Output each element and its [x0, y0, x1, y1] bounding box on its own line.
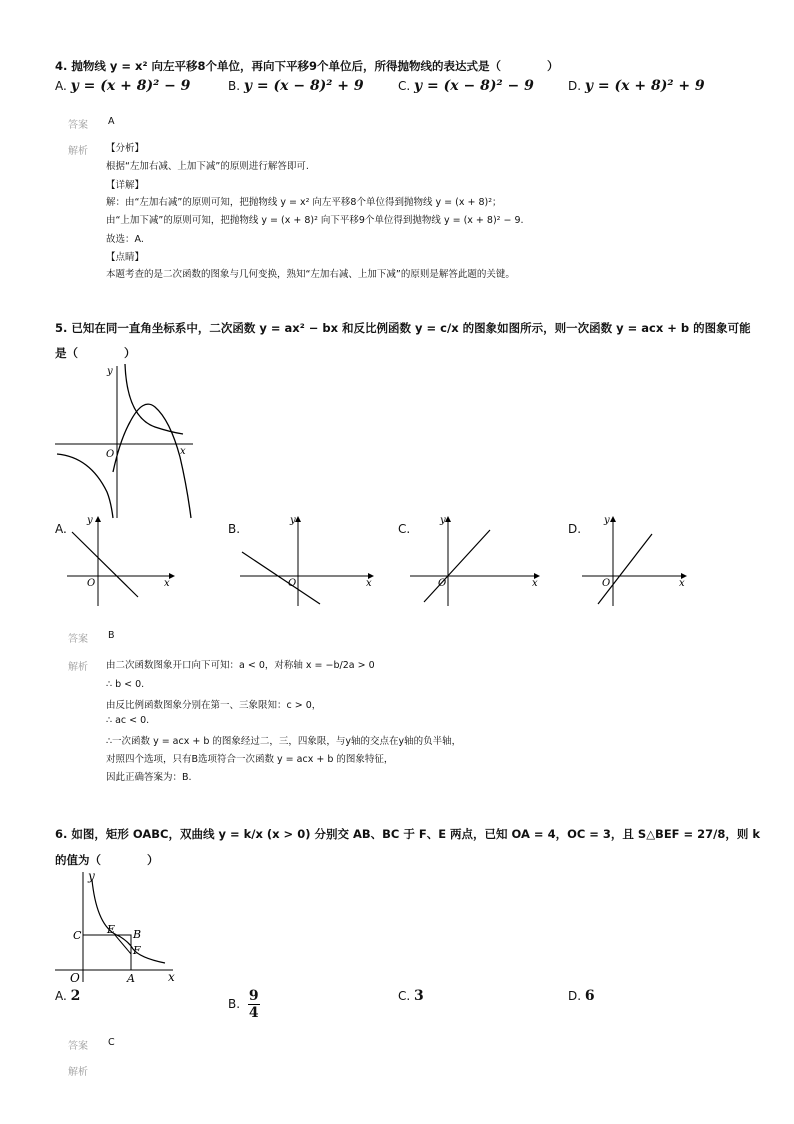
q5-stem-text: 已知在同一直角坐标系中，二次函数 y = ax² − bx 和反比例函数 y = c/x 的图象如图所示，则一次函数 y = acx + b 的图象可能 — [71, 321, 751, 335]
q6-stem-line2: 的值为（ ） — [55, 853, 159, 867]
q5-option-c-graph[interactable] — [408, 512, 548, 608]
axis-label-y: y — [107, 366, 113, 377]
q6-option-b[interactable] — [228, 988, 260, 1021]
label-f: F — [133, 944, 141, 957]
q4-option-d[interactable] — [568, 78, 705, 94]
q5-answer-value: B — [108, 630, 115, 641]
q5-analysis-line: ∴ ac < 0. — [106, 715, 150, 726]
q5-option-a-letter: A. — [55, 522, 67, 536]
option-value: 3 — [414, 988, 424, 1004]
axis-label-x: x — [366, 578, 372, 589]
q6-stem-text: 如图，矩形 OABC，双曲线 y = k/x (x > 0) 分别交 AB、BC 于 F、E 两点，已知 OA = 4，OC = 3，且 S△BEF = 27/8，则 k — [71, 827, 761, 841]
label-b: B — [133, 928, 142, 941]
q6-answer-value: C — [108, 1037, 115, 1048]
q4-option-a[interactable] — [55, 78, 190, 94]
q6-stem-line1 — [55, 826, 760, 842]
q5-analysis-line: 由反比例函数图象分别在第一、三象限知：c > 0， — [106, 700, 322, 711]
rectangle-oabc — [83, 935, 131, 970]
q4-option-b[interactable] — [228, 78, 364, 94]
fraction-numerator: 9 — [248, 988, 259, 1004]
q5-number: 5. — [55, 321, 68, 335]
option-expr: y = (x − 8)² + 9 — [243, 78, 364, 94]
label-a: A — [127, 972, 135, 985]
q5-analysis-line: ∴ b < 0. — [106, 679, 145, 690]
origin-label: O — [106, 449, 115, 460]
label-o: O — [70, 971, 80, 985]
label-c: C — [73, 929, 82, 942]
label-e: E — [107, 923, 116, 936]
parabola-curve — [113, 404, 191, 518]
q4-analysis-line: 【分析】 — [106, 143, 145, 154]
q6-number: 6. — [55, 827, 68, 841]
option-letter: D. — [568, 989, 582, 1003]
q5-option-c-letter: C. — [398, 522, 411, 536]
label-y: y — [88, 869, 95, 883]
q5-analysis-line: 对照四个选项，只有B选项符合一次函数 y = acx + b 的图象特征， — [106, 754, 394, 765]
origin-label: O — [438, 578, 447, 589]
option-value: 2 — [70, 988, 81, 1004]
q5-stem-line1 — [55, 320, 751, 336]
segment-ef — [115, 935, 131, 954]
q4-analysis-line: 根据“左加右减、上加下减”的原则进行解答即可. — [106, 161, 309, 172]
fraction — [248, 988, 260, 1021]
axis-label-y: y — [440, 515, 446, 526]
axis-label-x: x — [532, 578, 538, 589]
axis-label-y: y — [87, 515, 93, 526]
option-expr: y = (x + 8)² + 9 — [584, 78, 705, 94]
q5-option-b-letter: B. — [228, 522, 241, 536]
option-letter: A. — [55, 79, 67, 93]
option-expr: y = (x − 8)² − 9 — [414, 78, 534, 94]
q4-stem-text-b: y = x² 向左平移8个单位，再向下平移9个单位后，所得抛物线的表达式是（ ） — [109, 59, 559, 73]
q4-answer-label: 答案 — [68, 120, 88, 131]
option-letter: B. — [228, 997, 241, 1011]
q4-analysis-line: 【详解】 — [106, 180, 145, 191]
q4-analysis-label: 解析 — [68, 146, 88, 157]
q6-figure — [55, 866, 185, 986]
origin-label: O — [288, 578, 297, 589]
line-graph — [72, 532, 138, 597]
q5-figure — [55, 362, 200, 520]
q6-answer-label: 答案 — [68, 1041, 88, 1052]
q4-answer-value: A — [108, 116, 115, 127]
option-letter: C. — [398, 79, 411, 93]
fraction-denominator: 4 — [248, 1005, 259, 1021]
y-axis-arrow — [95, 516, 101, 522]
q5-option-d-letter: D. — [568, 522, 582, 536]
q5-analysis-line: ∴一次函数 y = acx + b 的图象经过二，三，四象限，与y轴的交点在y轴的负半轴， — [106, 736, 462, 747]
q4-analysis-line: 故选：A. — [106, 234, 144, 245]
q5-answer-label: 答案 — [68, 634, 88, 645]
y-axis-arrow — [295, 516, 301, 522]
origin-label: O — [602, 578, 611, 589]
line-graph — [242, 552, 320, 604]
y-axis-arrow — [610, 516, 616, 522]
q4-stem-text-a: 抛物线 — [71, 59, 106, 73]
y-axis-arrow — [445, 516, 451, 522]
origin-label: O — [87, 578, 96, 589]
hyperbola-branch-q3 — [57, 454, 113, 518]
label-x: x — [168, 970, 175, 984]
option-letter: D. — [568, 79, 582, 93]
q6-option-c[interactable] — [398, 988, 424, 1004]
q4-analysis-line: 【点睛】 — [106, 252, 145, 263]
q5-option-b-graph[interactable] — [238, 512, 378, 608]
axis-label-y: y — [604, 515, 610, 526]
q5-option-d-graph[interactable] — [580, 512, 695, 608]
q5-analysis-line: 由二次函数图象开口向下可知：a < 0，对称轴 x = −b/2a > 0 — [106, 660, 375, 671]
option-letter: C. — [398, 989, 411, 1003]
option-letter: B. — [228, 79, 241, 93]
q5-analysis-label: 解析 — [68, 662, 88, 673]
q4-number: 4. — [55, 59, 68, 73]
q5-stem-line2: 是（ ） — [55, 346, 136, 360]
line-graph — [598, 534, 652, 604]
line-graph — [424, 530, 490, 602]
option-letter: A. — [55, 989, 67, 1003]
q4-stem — [55, 58, 559, 74]
q4-analysis-line: 解：由“左加右减”的原则可知，把抛物线 y = x² 向左平移8个单位得到抛物线 y = (x + 8)²； — [106, 197, 502, 208]
axis-label-x: x — [679, 578, 685, 589]
axis-label-y: y — [290, 515, 296, 526]
q4-analysis-line: 由“上加下减”的原则可知，把抛物线 y = (x + 8)² 向下平移9个单位得到抛物线 y = (x + 8)² − 9. — [106, 215, 524, 226]
q6-option-a[interactable] — [55, 988, 80, 1004]
x-axis-arrow — [169, 573, 175, 579]
q5-analysis-line: 因此正确答案为：B. — [106, 772, 192, 783]
q6-analysis-label: 解析 — [68, 1067, 88, 1078]
q4-option-c[interactable] — [398, 78, 534, 94]
axis-label-x: x — [180, 446, 186, 457]
q6-option-d[interactable] — [568, 988, 595, 1004]
axis-label-x: x — [164, 578, 170, 589]
option-expr: y = (x + 8)² − 9 — [70, 78, 191, 94]
q5-option-a-graph[interactable] — [65, 512, 180, 608]
option-value: 6 — [584, 988, 595, 1004]
q4-analysis-line: 本题考查的是二次函数的图象与几何变换，熟知“左加右减、上加下减”的原则是解答此题的关键。 — [106, 269, 515, 280]
hyperbola-branch-q1 — [125, 364, 183, 434]
